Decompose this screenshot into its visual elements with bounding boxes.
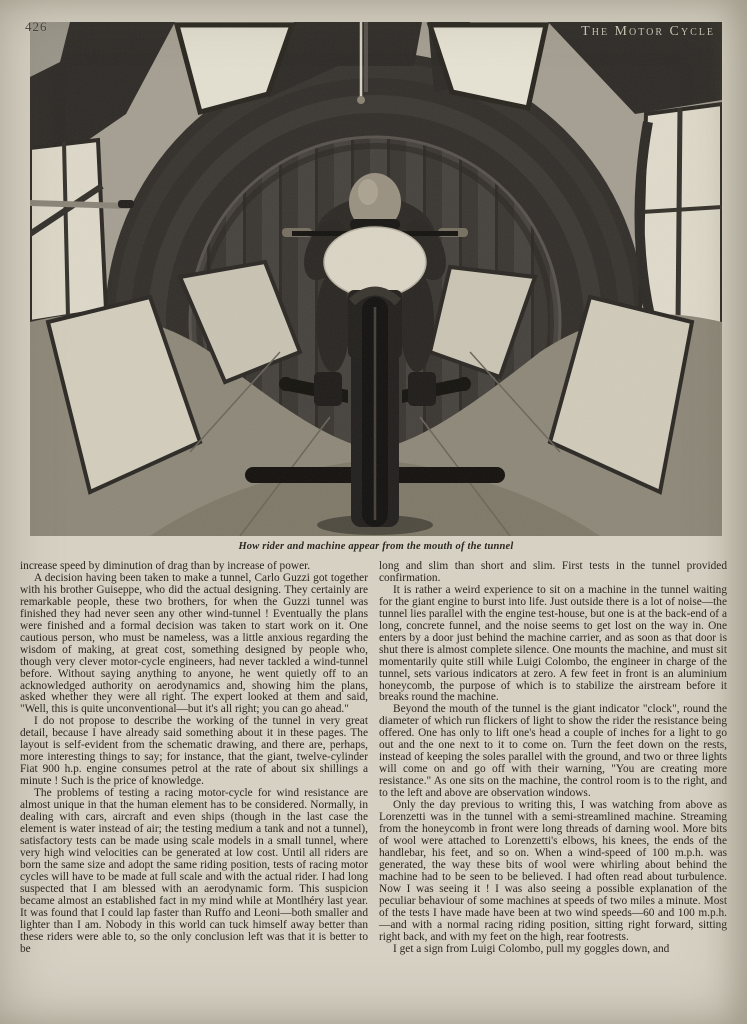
wind-tunnel-photo-art [30,22,722,536]
page-number: 426 [25,19,48,34]
paragraph: I get a sign from Luigi Colombo, pull my goggles down, and [393,942,670,955]
article-column-right [379,561,727,955]
halftone-grain [30,22,722,536]
paragraph: It is rather a weird experience to sit on a machine in the tunnel waiting for the giant engine to burst into life. Just outside there is a lot of noise—the tunnel lies parallel with the engine test-house, but one is at the back-end of a long, concrete funnel, and the noise seems to get lost on the way in. One enters by a door just behind the machine carrier, and as soon as that door is shut there is almost complete silence. One mounts the machine, and must sit momentarily quite still while Luigi Colombo, the engineer in charge of the tunnel, sets various indicators at zero. A few feet in front is an aluminium honeycomb, the purpose of which is to stabilize the airstream before it breaks round the machine. [379,583,727,704]
paragraph: I do not propose to describe the working of the tunnel in very great detail, because I have already said something about it in these pages. The layout is self-evident from the schematic drawing, and there are, perhaps, more interesting things to say; for instance, that the giant, twelve-cylinder Fiat 900 h.p. engine consumes petrol at the rate of about six shillings a minute ! Such is the price of knowledge. [20,715,368,788]
paragraph: Beyond the mouth of the tunnel is the giant indicator "clock", round the diameter of which run flickers of light to show the rider the resistance being offered. One has only to lift one's head a couple of inches for a light to go out and the one next to it to come on. Turn the feet down on the rests, instead of keeping the soles parallel with the ground, and two or three lights will come on and go off with their warning, "You are creating more resistance." As one sits on the machine, the control room is to the right, and to the left and above are observation windows. [379,703,727,800]
paragraph: A decision having been taken to make a tunnel, Carlo Guzzi got together with his brother Guiseppe, who did the actual designing. They certainly are remarkable people, these two brothers, for when the Guzzi tunnel was finished they had never seen any other wind-tunnel ! Eventually the plans were finished and a formal decision was taken to start work on it. One cautious person, who must be nameless, was a little anxious regarding the wisdom of making, at great cost, something designed by people who, though very clever motor-cycle engineers, had never tackled a wind-tunnel before. Without saying anything to anyone, he went quietly off to an acknowledged authority on aerodynamics and, showing him the plans, asked whether they were all right. The expert looked at them and said, "Well, this is quite unconventional—but it's all right; you can go ahead." [20,571,368,716]
wind-tunnel-photo [30,22,722,536]
article-column-left [20,561,368,955]
paragraph: increase speed by diminution of drag than by increase of power. [20,560,311,572]
magazine-masthead: The Motor Cycle [581,24,715,39]
paragraph: Only the day previous to writing this, I was watching from above as Lorenzetti was in the tunnel with a semi-streamlined machine. Streaming from the honeycomb in front were long threads of darning wool. More bits of wool were attached to Lorenzetti's elbows, his knees, the ends of the handlebar, his feet, and so on. When a wind-speed of 100 m.p.h. was generated, the way these bits of wool were whirling about behind the machine had to be seen to be believed. I had often read about turbulence. Now I was seeing it ! I was also seeing a possible explanation of the peculiar behaviour of some machines at speeds of two miles a minute. Most of the tests I have made have been at two wind speeds—60 and 100 m.p.h.—and with a normal racing riding position, sitting right forward, sitting right back, and with my feet on the high, rear footrests. [379,799,727,943]
photo-caption: How rider and machine appear from the mouth of the tunnel [238,541,514,552]
paragraph: long and slim than short and slim. First tests in the tunnel provided confirmation. [379,560,727,584]
paragraph: The problems of testing a racing motor-cycle for wind resistance are almost unique in that the human element has to be considered. Normally, in dealing with cars, aircraft and even ships (though in the last case the element is water instead of air; the testing medium a tank and not a tunnel), satisfactory tests can be made using scale models in a small tunnel, where very high wind velocities can be generated at low cost. Until all riders are born the same size and adopt the same riding position, tests of racing motor cycles will have to be made at full scale and with the actual rider. I had long suspected that I am blessed with an aerodynamic form. This suspicion became almost an established fact in my mind while at Montlhéry last year. It was found that I could lap faster than Ruffo and Leoni—both smaller and lighter than I am. Nobody in this world can tuck himself away better than these riders were able to, so the only conclusion left was that it is better to be [20,787,368,955]
